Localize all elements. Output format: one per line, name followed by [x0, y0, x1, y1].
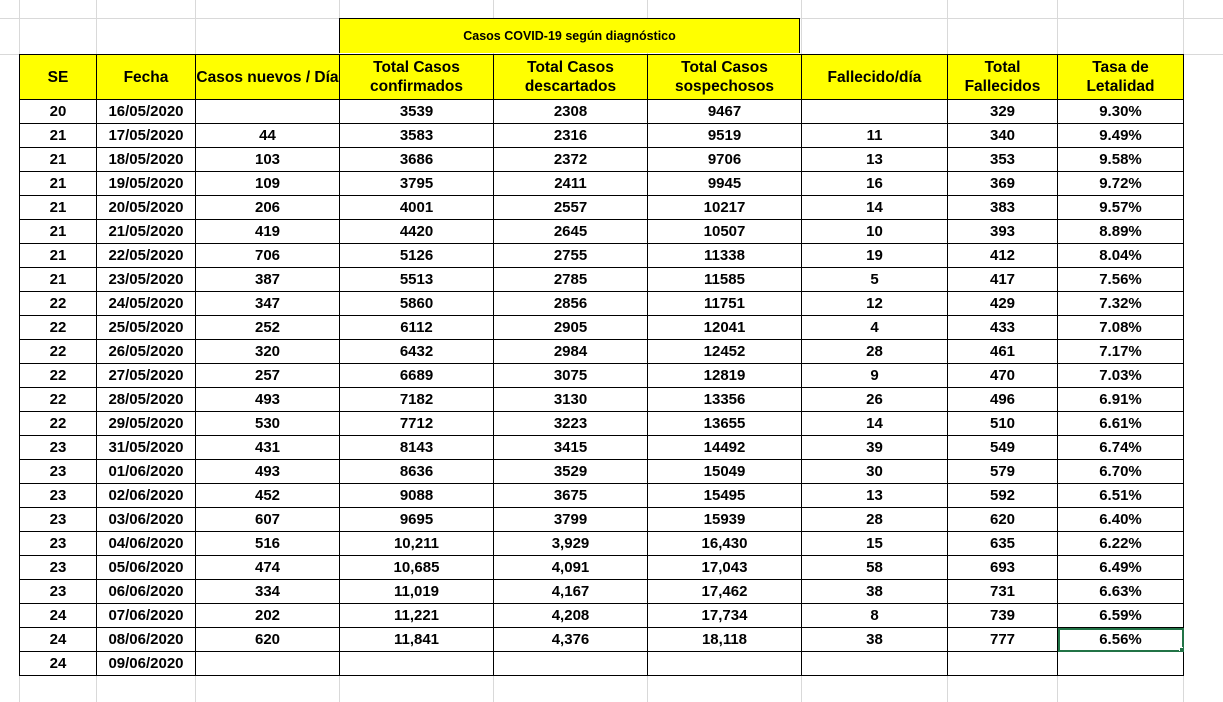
- table-cell[interactable]: 493: [196, 388, 340, 412]
- table-cell[interactable]: 17,043: [648, 556, 802, 580]
- header-cell[interactable]: Total Fallecidos: [948, 55, 1058, 100]
- table-cell[interactable]: 39: [802, 436, 948, 460]
- table-cell[interactable]: 13356: [648, 388, 802, 412]
- table-cell[interactable]: 347: [196, 292, 340, 316]
- table-cell[interactable]: 369: [948, 172, 1058, 196]
- table-cell[interactable]: 433: [948, 316, 1058, 340]
- table-cell[interactable]: 592: [948, 484, 1058, 508]
- table-row: [20, 148, 1184, 172]
- table-cell[interactable]: 17/05/2020: [97, 124, 196, 148]
- table-cell[interactable]: 6.63%: [1058, 580, 1184, 604]
- table-cell[interactable]: 206: [196, 196, 340, 220]
- table-cell[interactable]: 7182: [340, 388, 494, 412]
- table-cell[interactable]: 22: [20, 292, 97, 316]
- table-cell[interactable]: 21: [20, 172, 97, 196]
- table-cell[interactable]: 3799: [494, 508, 648, 532]
- table-cell[interactable]: 22: [20, 388, 97, 412]
- table-cell[interactable]: 23/05/2020: [97, 268, 196, 292]
- table-row: [20, 364, 1184, 388]
- table-cell[interactable]: 9695: [340, 508, 494, 532]
- table-row: [20, 172, 1184, 196]
- table-cell[interactable]: 26/05/2020: [97, 340, 196, 364]
- table-cell[interactable]: 31/05/2020: [97, 436, 196, 460]
- table-cell[interactable]: [340, 652, 494, 676]
- table-cell[interactable]: 3223: [494, 412, 648, 436]
- table-cell[interactable]: 8.89%: [1058, 220, 1184, 244]
- table-cell[interactable]: 635: [948, 532, 1058, 556]
- fill-handle[interactable]: [1179, 647, 1184, 652]
- table-cell[interactable]: 19: [802, 244, 948, 268]
- table-cell[interactable]: 26: [802, 388, 948, 412]
- table-cell[interactable]: 9.72%: [1058, 172, 1184, 196]
- table-cell[interactable]: 21/05/2020: [97, 220, 196, 244]
- table-cell[interactable]: 15495: [648, 484, 802, 508]
- table-cell[interactable]: 18,118: [648, 628, 802, 652]
- table-cell[interactable]: 10507: [648, 220, 802, 244]
- table-cell[interactable]: 5: [802, 268, 948, 292]
- table-cell[interactable]: 28: [802, 340, 948, 364]
- table-cell[interactable]: 13655: [648, 412, 802, 436]
- table-cell[interactable]: 6.61%: [1058, 412, 1184, 436]
- table-cell[interactable]: 19/05/2020: [97, 172, 196, 196]
- header-cell[interactable]: Total Casos confirmados: [340, 55, 494, 100]
- table-cell[interactable]: 6.74%: [1058, 436, 1184, 460]
- table-row: [20, 292, 1184, 316]
- table-cell[interactable]: 474: [196, 556, 340, 580]
- table-cell[interactable]: 23: [20, 508, 97, 532]
- table-cell[interactable]: 29/05/2020: [97, 412, 196, 436]
- table-cell[interactable]: 9706: [648, 148, 802, 172]
- header-cell[interactable]: Tasa de Letalidad: [1058, 55, 1184, 100]
- table-cell[interactable]: 12452: [648, 340, 802, 364]
- header-cell[interactable]: Fallecido/día: [802, 55, 948, 100]
- table-cell[interactable]: 44: [196, 124, 340, 148]
- table-cell[interactable]: 3539: [340, 100, 494, 124]
- table-cell[interactable]: 9.49%: [1058, 124, 1184, 148]
- table-cell[interactable]: 21: [20, 196, 97, 220]
- table-cell[interactable]: 607: [196, 508, 340, 532]
- table-cell[interactable]: 11,221: [340, 604, 494, 628]
- table-cell[interactable]: 24: [20, 628, 97, 652]
- table-row: [20, 628, 1184, 652]
- table-cell[interactable]: 329: [948, 100, 1058, 124]
- table-cell[interactable]: 9.30%: [1058, 100, 1184, 124]
- table-cell[interactable]: 23: [20, 460, 97, 484]
- table-cell[interactable]: 470: [948, 364, 1058, 388]
- table-cell[interactable]: 7.08%: [1058, 316, 1184, 340]
- table-cell[interactable]: 2557: [494, 196, 648, 220]
- table-cell[interactable]: 252: [196, 316, 340, 340]
- table-row: [20, 580, 1184, 604]
- table-cell[interactable]: 412: [948, 244, 1058, 268]
- table-cell[interactable]: 7.03%: [1058, 364, 1184, 388]
- table-cell[interactable]: 431: [196, 436, 340, 460]
- table-cell[interactable]: 493: [196, 460, 340, 484]
- table-cell[interactable]: 7712: [340, 412, 494, 436]
- table-cell[interactable]: 10,685: [340, 556, 494, 580]
- table-cell[interactable]: 2905: [494, 316, 648, 340]
- table-cell[interactable]: 20: [20, 100, 97, 124]
- super-header[interactable]: Casos COVID-19 según diagnóstico: [339, 18, 800, 53]
- covid-table: [19, 54, 1184, 676]
- table-row: [20, 460, 1184, 484]
- table-cell[interactable]: 28/05/2020: [97, 388, 196, 412]
- table-cell[interactable]: 17,734: [648, 604, 802, 628]
- table-cell[interactable]: 05/06/2020: [97, 556, 196, 580]
- table-cell[interactable]: 11,841: [340, 628, 494, 652]
- table-cell[interactable]: [802, 100, 948, 124]
- table-cell[interactable]: 7.32%: [1058, 292, 1184, 316]
- table-cell[interactable]: 387: [196, 268, 340, 292]
- table-cell[interactable]: 09/06/2020: [97, 652, 196, 676]
- table-cell[interactable]: 3583: [340, 124, 494, 148]
- table-cell[interactable]: 4001: [340, 196, 494, 220]
- header-cell[interactable]: Total Casos descartados: [494, 55, 648, 100]
- header-cell[interactable]: Casos nuevos / Día: [196, 55, 340, 100]
- header-cell[interactable]: Total Casos sospechosos: [648, 55, 802, 100]
- header-cell[interactable]: Fecha: [97, 55, 196, 100]
- table-cell[interactable]: 16/05/2020: [97, 100, 196, 124]
- table-cell[interactable]: 07/06/2020: [97, 604, 196, 628]
- table-cell[interactable]: 6.51%: [1058, 484, 1184, 508]
- table-cell[interactable]: [948, 652, 1058, 676]
- table-cell[interactable]: 06/06/2020: [97, 580, 196, 604]
- table-cell[interactable]: 353: [948, 148, 1058, 172]
- table-cell[interactable]: 13: [802, 148, 948, 172]
- table-cell[interactable]: 23: [20, 484, 97, 508]
- table-cell[interactable]: 22/05/2020: [97, 244, 196, 268]
- table-cell[interactable]: 21: [20, 124, 97, 148]
- table-cell[interactable]: 9467: [648, 100, 802, 124]
- table-cell[interactable]: 30: [802, 460, 948, 484]
- table-cell[interactable]: [648, 652, 802, 676]
- table-cell[interactable]: 777: [948, 628, 1058, 652]
- table-row: [20, 268, 1184, 292]
- table-cell[interactable]: 516: [196, 532, 340, 556]
- table-cell[interactable]: 419: [196, 220, 340, 244]
- table-cell[interactable]: 452: [196, 484, 340, 508]
- table-row: [20, 652, 1184, 676]
- table-cell[interactable]: 24: [20, 652, 97, 676]
- table-cell[interactable]: 4: [802, 316, 948, 340]
- table-cell[interactable]: 3075: [494, 364, 648, 388]
- table-cell[interactable]: 58: [802, 556, 948, 580]
- table-cell[interactable]: 6.49%: [1058, 556, 1184, 580]
- table-cell[interactable]: 393: [948, 220, 1058, 244]
- table-cell[interactable]: 549: [948, 436, 1058, 460]
- table-cell[interactable]: 731: [948, 580, 1058, 604]
- table-cell[interactable]: 103: [196, 148, 340, 172]
- table-cell[interactable]: 496: [948, 388, 1058, 412]
- table-cell[interactable]: 6432: [340, 340, 494, 364]
- table-row: [20, 604, 1184, 628]
- table-cell[interactable]: 11338: [648, 244, 802, 268]
- table-cell[interactable]: 510: [948, 412, 1058, 436]
- table-cell[interactable]: 11,019: [340, 580, 494, 604]
- table-cell[interactable]: 9519: [648, 124, 802, 148]
- table-cell[interactable]: 334: [196, 580, 340, 604]
- table-cell[interactable]: 2372: [494, 148, 648, 172]
- table-cell[interactable]: 14: [802, 412, 948, 436]
- table-row: [20, 436, 1184, 460]
- table-cell[interactable]: 10,211: [340, 532, 494, 556]
- table-cell[interactable]: 320: [196, 340, 340, 364]
- table-cell[interactable]: 383: [948, 196, 1058, 220]
- table-cell[interactable]: [802, 652, 948, 676]
- table-cell[interactable]: 10217: [648, 196, 802, 220]
- table-cell[interactable]: 08/06/2020: [97, 628, 196, 652]
- table-cell[interactable]: 5126: [340, 244, 494, 268]
- table-cell[interactable]: 16,430: [648, 532, 802, 556]
- table-cell[interactable]: 03/06/2020: [97, 508, 196, 532]
- table-cell[interactable]: 9.58%: [1058, 148, 1184, 172]
- table-cell[interactable]: 22: [20, 316, 97, 340]
- table-cell[interactable]: 202: [196, 604, 340, 628]
- table-cell[interactable]: 9: [802, 364, 948, 388]
- table-cell[interactable]: 21: [20, 244, 97, 268]
- table-cell[interactable]: 3130: [494, 388, 648, 412]
- table-cell[interactable]: 10: [802, 220, 948, 244]
- table-cell[interactable]: 8636: [340, 460, 494, 484]
- header-cell[interactable]: SE: [20, 55, 97, 100]
- table-cell[interactable]: 3686: [340, 148, 494, 172]
- table-cell[interactable]: 15: [802, 532, 948, 556]
- table-cell[interactable]: 22: [20, 340, 97, 364]
- table-cell[interactable]: 739: [948, 604, 1058, 628]
- table-cell[interactable]: 21: [20, 148, 97, 172]
- table-row: [20, 100, 1184, 124]
- table-cell[interactable]: 27/05/2020: [97, 364, 196, 388]
- table-cell[interactable]: 6112: [340, 316, 494, 340]
- table-row: [20, 124, 1184, 148]
- table-cell[interactable]: 6.91%: [1058, 388, 1184, 412]
- table-cell[interactable]: 01/06/2020: [97, 460, 196, 484]
- table-cell[interactable]: 9.57%: [1058, 196, 1184, 220]
- table-row: [20, 196, 1184, 220]
- table-cell[interactable]: 2984: [494, 340, 648, 364]
- table-cell[interactable]: 23: [20, 556, 97, 580]
- table-cell[interactable]: 706: [196, 244, 340, 268]
- table-row: [20, 340, 1184, 364]
- table-cell[interactable]: 11: [802, 124, 948, 148]
- table-row: [20, 412, 1184, 436]
- table-cell[interactable]: 23: [20, 580, 97, 604]
- header-row: [20, 55, 1184, 100]
- table-cell[interactable]: 6.22%: [1058, 532, 1184, 556]
- table-cell[interactable]: [196, 652, 340, 676]
- table-cell[interactable]: 620: [948, 508, 1058, 532]
- table-cell[interactable]: 9945: [648, 172, 802, 196]
- table-cell[interactable]: 22: [20, 364, 97, 388]
- table-cell[interactable]: 2308: [494, 100, 648, 124]
- table-cell[interactable]: 20/05/2020: [97, 196, 196, 220]
- table-cell[interactable]: 4,167: [494, 580, 648, 604]
- table-cell[interactable]: 2856: [494, 292, 648, 316]
- table-cell[interactable]: 4,376: [494, 628, 648, 652]
- table-cell[interactable]: 5513: [340, 268, 494, 292]
- table-cell[interactable]: 3795: [340, 172, 494, 196]
- table-cell[interactable]: 693: [948, 556, 1058, 580]
- table-cell[interactable]: 15049: [648, 460, 802, 484]
- table-cell[interactable]: 2785: [494, 268, 648, 292]
- table-row: [20, 484, 1184, 508]
- table-cell[interactable]: 13: [802, 484, 948, 508]
- table-cell[interactable]: 6689: [340, 364, 494, 388]
- table-cell[interactable]: 2411: [494, 172, 648, 196]
- table-cell[interactable]: 24: [20, 604, 97, 628]
- table-cell[interactable]: 15939: [648, 508, 802, 532]
- table-cell[interactable]: 4,091: [494, 556, 648, 580]
- table-cell[interactable]: 12: [802, 292, 948, 316]
- table-cell[interactable]: 8: [802, 604, 948, 628]
- table-cell[interactable]: 6.56%: [1058, 628, 1184, 652]
- table-cell[interactable]: 14492: [648, 436, 802, 460]
- table-cell[interactable]: 02/06/2020: [97, 484, 196, 508]
- table-cell[interactable]: 3,929: [494, 532, 648, 556]
- table-cell[interactable]: 2755: [494, 244, 648, 268]
- table-cell[interactable]: 3529: [494, 460, 648, 484]
- table-cell[interactable]: 530: [196, 412, 340, 436]
- table-cell[interactable]: 18/05/2020: [97, 148, 196, 172]
- table-cell[interactable]: 429: [948, 292, 1058, 316]
- table-cell[interactable]: 28: [802, 508, 948, 532]
- table-cell[interactable]: 257: [196, 364, 340, 388]
- table-cell[interactable]: 38: [802, 628, 948, 652]
- table-cell[interactable]: 461: [948, 340, 1058, 364]
- table-cell[interactable]: 6.40%: [1058, 508, 1184, 532]
- table-cell[interactable]: 17,462: [648, 580, 802, 604]
- table-cell[interactable]: 7.17%: [1058, 340, 1184, 364]
- table-row: [20, 556, 1184, 580]
- table-cell[interactable]: 620: [196, 628, 340, 652]
- table-cell[interactable]: 22: [20, 412, 97, 436]
- table-cell[interactable]: 2316: [494, 124, 648, 148]
- table-cell[interactable]: 21: [20, 220, 97, 244]
- table-cell[interactable]: 6.59%: [1058, 604, 1184, 628]
- table-cell[interactable]: 23: [20, 532, 97, 556]
- table-row: [20, 508, 1184, 532]
- table-row: [20, 316, 1184, 340]
- table-cell[interactable]: 8.04%: [1058, 244, 1184, 268]
- table-cell[interactable]: 3675: [494, 484, 648, 508]
- table-cell[interactable]: 6.70%: [1058, 460, 1184, 484]
- table-cell[interactable]: 12041: [648, 316, 802, 340]
- table-cell[interactable]: 25/05/2020: [97, 316, 196, 340]
- table-cell[interactable]: 9088: [340, 484, 494, 508]
- table-body: [20, 100, 1184, 676]
- table-cell[interactable]: 5860: [340, 292, 494, 316]
- table-cell[interactable]: 4420: [340, 220, 494, 244]
- table-cell[interactable]: 7.56%: [1058, 268, 1184, 292]
- table-cell[interactable]: 8143: [340, 436, 494, 460]
- table-cell[interactable]: 11585: [648, 268, 802, 292]
- table-cell[interactable]: 24/05/2020: [97, 292, 196, 316]
- table-cell[interactable]: 11751: [648, 292, 802, 316]
- table-cell[interactable]: 38: [802, 580, 948, 604]
- table-cell[interactable]: 109: [196, 172, 340, 196]
- table-cell[interactable]: 16: [802, 172, 948, 196]
- table-row: [20, 388, 1184, 412]
- table-cell[interactable]: 340: [948, 124, 1058, 148]
- table-row: [20, 532, 1184, 556]
- table-cell[interactable]: 3415: [494, 436, 648, 460]
- table-row: [20, 220, 1184, 244]
- table-cell[interactable]: 4,208: [494, 604, 648, 628]
- table-cell[interactable]: 04/06/2020: [97, 532, 196, 556]
- table-cell[interactable]: [494, 652, 648, 676]
- table-cell[interactable]: [196, 100, 340, 124]
- table-row: [20, 244, 1184, 268]
- table-cell[interactable]: [1058, 652, 1184, 676]
- table-cell[interactable]: 579: [948, 460, 1058, 484]
- table-cell[interactable]: 23: [20, 436, 97, 460]
- table-cell[interactable]: 14: [802, 196, 948, 220]
- table-cell[interactable]: 2645: [494, 220, 648, 244]
- table-cell[interactable]: 21: [20, 268, 97, 292]
- table-cell[interactable]: 417: [948, 268, 1058, 292]
- table-cell[interactable]: 12819: [648, 364, 802, 388]
